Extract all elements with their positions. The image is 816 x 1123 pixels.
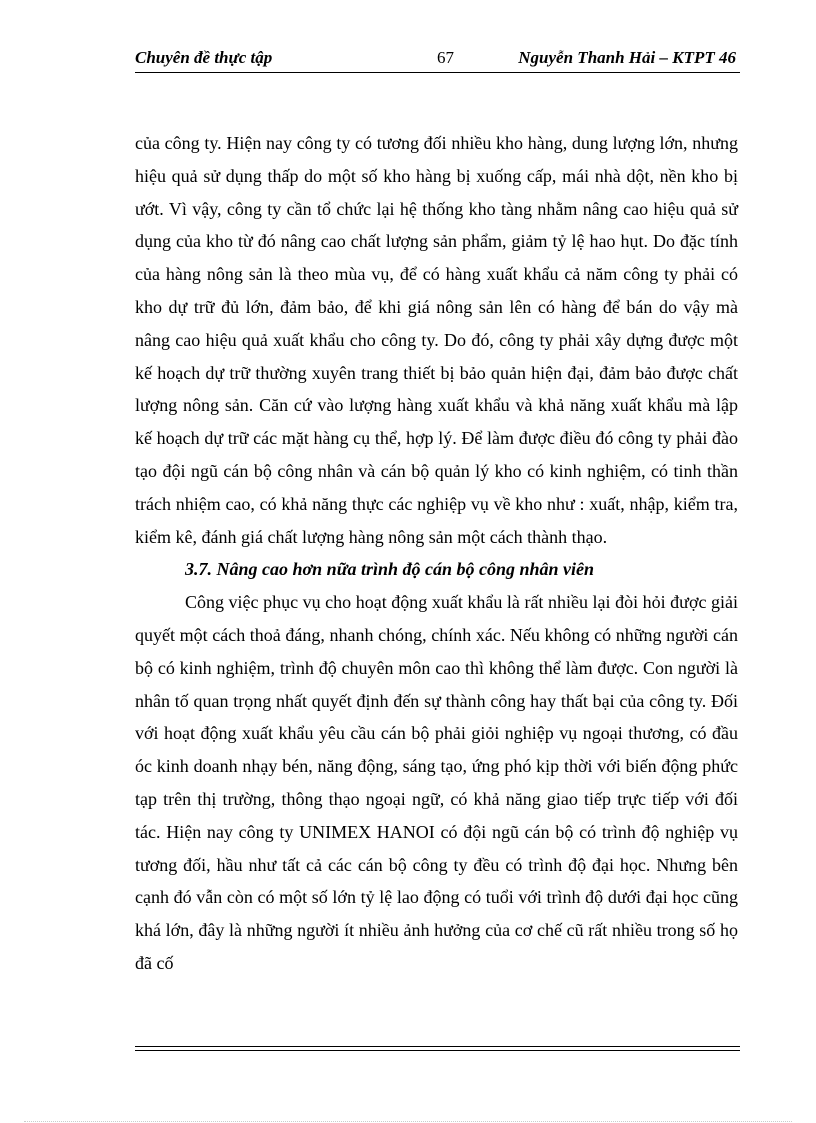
header-author: Nguyễn Thanh Hải – KTPT 46 (518, 48, 736, 67)
page-bottom-border (24, 1121, 792, 1122)
paragraph-continued: của công ty. Hiện nay công ty có tương đối nhiều kho hàng, dung lượng lớn, nhưng hiệu quả sử dụng thấp do một số kho hàng bị xuống cấp, mái nhà dột, nền kho bị ướt. Vì vậy, công ty cần tổ chức lại hệ thống kho tàng nhằm nâng cao hiệu quả sử dụng của kho từ đó nâng cao chất lượng sản phẩm, giảm tỷ lệ hao hụt. Do đặc tính của hàng nông sản là theo mùa vụ, để có hàng xuất khẩu cả năm công ty phải có kho dự trữ đủ lớn, đảm bảo, để khi giá nông sản lên có hàng để bán do vậy mà nâng cao hiệu quả xuất khẩu cho công ty. Do đó, công ty phải xây dựng được một kế hoạch dự trữ thường xuyên trang thiết bị bảo quản hiện đại, đảm bảo được chất lượng nông sản. Căn cứ vào lượng hàng xuất khẩu và khả năng xuất khẩu mà lập kế hoạch dự trữ các mặt hàng cụ thể, hợp lý. Để làm được điều đó công ty phải đào tạo đội ngũ cán bộ công nhân và cán bộ quản lý kho có kinh nghiệm, có tinh thần trách nhiệm cao, có khả năng thực các nghiệp vụ về kho như : xuất, nhập, kiểm tra, kiểm kê, đánh giá chất lượng hàng nông sản một cách thành thạo. (135, 133, 738, 547)
section-heading: 3.7. Nâng cao hơn nữa trình độ cán bộ công nhân viên (185, 559, 595, 580)
header-page-number: 67 (437, 48, 454, 67)
body-text (135, 127, 738, 980)
header-document-title: Chuyên đề thực tập (135, 48, 273, 67)
header-rule (135, 72, 740, 73)
footer-rule (135, 1046, 740, 1051)
paragraph: Công việc phục vụ cho hoạt động xuất khẩu là rất nhiều lại đòi hỏi được giải quyết một cách thoả đáng, nhanh chóng, chính xác. Nếu không có những người cán bộ có kinh nghiệm, trình độ chuyên môn cao thì không thể làm được. Con người là nhân tố quan trọng nhất quyết định đến sự thành công hay thất bại của công ty. Đối với hoạt động xuất khẩu yêu cầu cán bộ phải giỏi nghiệp vụ ngoại thương, có đầu óc kinh doanh nhạy bén, năng động, sáng tạo, ứng phó kịp thời với biến động phức tạp trên thị trường, thông thạo ngoại ngữ, có khả năng giao tiếp trực tiếp với đối tác. Hiện nay công ty UNIMEX HANOI có đội ngũ cán bộ có trình độ nghiệp vụ tương đối, hầu như tất cả các cán bộ công ty đều có trình độ đại học. Nhưng bên cạnh đó vẫn còn có một số lớn tỷ lệ lao động có tuổi với trình độ dưới đại học cũng khá lớn, đây là những người ít nhiều ảnh hưởng của cơ chế cũ rất nhiều trong số họ đã cố (135, 592, 738, 973)
page-header (135, 48, 740, 72)
